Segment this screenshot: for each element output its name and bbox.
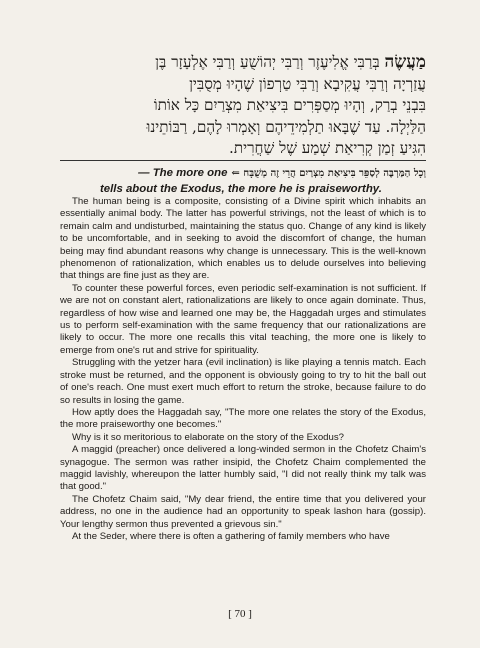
commentary-body <box>60 196 426 543</box>
section-divider <box>60 160 426 161</box>
paragraph: Struggling with the yetzer hara (evil inclination) is like playing a tennis match. Each stroke must be returned, and the opponent is obviously going to try to hit the ball out of one's reach. One must exert much effort to return the stroke, because failure to do so results in losing the game. <box>60 357 426 406</box>
paragraph: A maggid (preacher) once delivered a long-winded sermon in the Chofetz Chaim's synagogue. The sermon was rather insipid, the Chofetz Chaim complemented the maggid lavishly, whereupon the latter humbly said, "I did not really think my talk was that good." <box>60 444 426 493</box>
hebrew-line-2: עֲזַרְיָה וְרַבִּי עֲקִיבָא וְרַבִּי טַרְפוֹן שֶׁהָיוּ מְסֻבִּין <box>189 74 426 93</box>
paragraph: To counter these powerful forces, even periodic self-examination is not sufficient. If we are not on constant alert, rationalizations are likely to once again dominate. Thus, regardless of how wise and learned one may be, the Haggadah urges and stimulates us to perform self-examination with the same frequency that our rationalizations are likely to occur. The more one recalls this vital teaching, the more one is likely to emerge from one's rut and strive for spirituality. <box>60 282 426 356</box>
paragraph: The human being is a composite, consisting of a Divine spirit which inhabits an essentially animal body. The latter has powerful strivings, not the least of which is to remain calm and undisturbed, maintaining the status quo. Change of any kind is likely to be uncomfortable, and in seeking to avoid the discomfort of change, the human being may find abundant reasons why change is unnecessary. This is the well-known phenomenon of rationalization, which enables us to delude ourselves into believing that things are fine just as they are. <box>60 196 426 282</box>
hebrew-line-5: הִגִּיעַ זְמַן קְרִיאַת שְׁמַע שֶׁל שַׁחֲרִית. <box>229 139 426 157</box>
hebrew-lead-word: מַעֲשֶׂה <box>384 52 426 72</box>
commentary-heading <box>60 166 426 196</box>
hebrew-line-3: בִּבְנֵי בְרַק, וְהָיוּ מְסַפְּרִים בִּיצִיאַת מִצְרַיִם כָּל אוֹתוֹ <box>153 96 426 114</box>
paragraph: How aptly does the Haggadah say, "The more one relates the story of the Exodus, the more praiseworthy one becomes." <box>60 406 426 431</box>
heading-english-line-1: — The more one <box>138 167 228 179</box>
heading-hebrew: וְכָל הַמַּרְבֶּה לְסַפֵּר בִּיצִיאַת מִצְרַיִם הֲרֵי זֶה מְשֻׁבָּח ⇐ <box>231 168 426 179</box>
hebrew-line-1 <box>60 52 426 74</box>
page-number: [ 70 ] <box>228 608 252 620</box>
heading-english-line-2: tells about the Exodus, the more he is praiseworthy. <box>100 182 382 195</box>
paragraph: At the Seder, where there is often a gathering of family members who have <box>72 530 390 542</box>
hebrew-line-1-rest: בְּרַבִּי אֱלִיעֶזֶר וְרַבִּי יְהוֹשֻׁעַ וְרַבִּי אֶלְעָזָר בֶּן <box>155 53 380 71</box>
paragraph: Why is it so meritorious to elaborate on the story of the Exodus? <box>72 431 344 443</box>
hebrew-line-4: הַלַּיְלָה. עַד שֶׁבָּאוּ תַלְמִידֵיהֶם וְאָמְרוּ לָהֶם, רַבּוֹתֵינוּ <box>146 117 426 136</box>
hebrew-passage <box>60 52 426 160</box>
paragraph: The Chofetz Chaim said, "My dear friend, the entire time that you delivered your address, no one in the audience had an opportunity to speak lashon hara (gossip). Your lengthy sermon thus prevented a grievous sin." <box>60 493 426 530</box>
